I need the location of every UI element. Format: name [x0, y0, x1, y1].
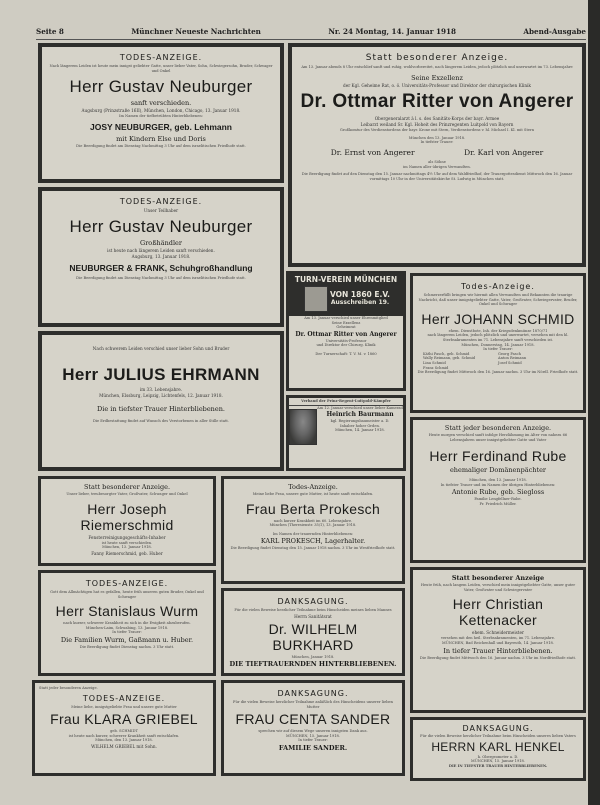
mourner: Wally Reimann, geb. Schmid: [423, 356, 476, 361]
deceased-name: Herr Gustav Neuburger: [69, 217, 253, 237]
deceased-name: Heinrich Baurmann: [326, 411, 394, 419]
ad-subline: nach kurzer, schwerer Krankheit zu sich in die Ewigkeit abzuberufen.: [63, 621, 191, 626]
obituary-riemerschmid: [38, 476, 216, 566]
club-notice-verband: [286, 395, 406, 471]
relatives-label: im Namen aller übrigen Verwandten.: [403, 164, 471, 169]
ad-place: Augsburg, 13. Januar 1918.: [131, 254, 191, 260]
ad-intro: Für die vielen Beweise herzlicher Teilnahme beim Hinscheiden meines lieben Mannes: [234, 608, 392, 612]
club-notice-number: Ausschreiben 19.: [330, 299, 390, 306]
ad-heading: TODES-ANZEIGE.: [82, 693, 166, 703]
ad-intro: Am 13. Januar abends 8 Uhr entschlief sanft und ruhig, wohlvorbereitet, nach längerem Leiden, jedoch plötzlich und unerwartet im 73. Lebensjahre: [301, 65, 573, 69]
ad-place: Augsburg (Prinzstraße 16II), München, London, Chicago, 13. Januar 1918.: [81, 108, 241, 114]
burial-note: Die Beerdigung findet Dienstag den 15. Januar 1918 nachm. 3 Uhr im Westfriedhofe statt.: [230, 546, 396, 551]
club-founded: VON 1860 E.V.: [329, 290, 391, 299]
mourners-label: In tiefster Trauer und im Namen der übrigen Hinterbliebenen:: [440, 482, 556, 487]
mourners: Die in tiefster Trauer Hinterbliebenen.: [97, 404, 225, 413]
ad-place: München, 13. Januar 1918.: [102, 545, 152, 550]
maiden-name: geb. SCHMIDT: [110, 729, 138, 734]
other-mourner: Fr. Friedrich Müller.: [479, 501, 517, 506]
obituary-griebel: [32, 680, 216, 776]
ad-intro: Unser Teilhaber: [143, 208, 179, 213]
ad-title: Statt jeder besonderen Anzeige.: [39, 686, 98, 690]
ad-place: München, Donnerstag, 14. Januar 1918.: [461, 342, 535, 347]
newspaper-title: Münchner Neueste Nachrichten: [131, 27, 261, 36]
ad-title: TODES-ANZEIGE.: [119, 53, 203, 62]
page-number: Seite 8: [36, 27, 64, 36]
page-edge: [588, 0, 600, 805]
ad-place: MÜNCHEN, 15. Januar 1918.: [471, 759, 525, 764]
ad-subline: nach kurzer Krankheit im 60. Lebensjahre.: [273, 518, 353, 523]
honor-line-3: Großkomtur des Verdienstordens der bayr. Krone mit Stern, Verdienstordens v. hl. Michael I. Kl. mit Stern: [339, 128, 535, 133]
mourner: Georg Pasch: [498, 351, 521, 356]
ad-intro: Für die vielen Beweise herzlicher Teilnahme beim Hinscheiden unseres lieben Vaters: [420, 734, 576, 738]
deceased-role: ehem. Schneidermeister: [472, 630, 524, 636]
mourners: In tiefer Trauer Hinterbliebenen.: [443, 646, 553, 655]
mourner: Anton Reimann: [498, 356, 527, 361]
notice-line-2: kgl. Regierungsbaumeister a. D.: [330, 419, 390, 424]
ad-subline: ist heute nach kurzer, schwerer Krankheit sanft entschlafen.: [68, 733, 180, 738]
ad-subline: ist heute sanft verschieden.: [101, 540, 153, 545]
mourner: Käthi Pasch, geb. Schmid: [423, 351, 470, 356]
signature: Fanny Riemerschmid, geb. Huber: [91, 550, 163, 556]
deceased-name: Dr. WILHELM BURKHARD: [268, 620, 358, 653]
deceased-name: Herr Gustav Neuburger: [69, 77, 253, 97]
deceased-name: Frau Berta Prokesch: [245, 500, 381, 517]
ad-intro: Nach schwerem Leiden verschied unser lieber Sohn und Bruder: [92, 346, 230, 351]
notice-line-3: Inhaber hoher Orden.: [340, 423, 380, 428]
obituary-kettenacker: [410, 567, 586, 713]
ad-title: Statt besonderer Anzeige.: [365, 53, 509, 63]
firm-name: NEUBURGER & FRANK, Schuhgroßhandlung: [69, 262, 253, 273]
deceased-name: Herr Christian Kettenacker: [452, 596, 544, 629]
club-banner: [289, 274, 403, 316]
ad-intro: Meine liebe Frau, unsere gute Mutter, ist heute sanft entschlafen.: [252, 492, 374, 496]
widow-name: Antonie Rube, geb. Siegloss: [451, 488, 545, 497]
deceased-name: Herr Stanislaus Wurm: [55, 603, 199, 620]
ad-title: Statt besonderer Anzeige: [451, 574, 545, 582]
burial-note: Die Beerdigung findet am Dienstag Nachmittag 3 Uhr auf dem israelitischen Friedhofe statt.: [76, 143, 246, 148]
page-header: [36, 27, 586, 40]
notice-line-3: Geheimrat: [336, 325, 356, 330]
mourner-son-1: Dr. Ernst von Angerer: [330, 147, 415, 157]
signature: DIE TIEFTRAUERNDEN HINTERBLIEBENEN.: [229, 660, 397, 669]
obituary-angerer: [288, 43, 586, 267]
deceased-name: HERRN KARL HENKEL: [431, 739, 565, 754]
club-header: Verband der Prinz-Regent-Luitpold-Kämpfer: [289, 398, 403, 406]
name-title: der Kgl. Geheime Rat, o. ö. Universitäts-Professor und Direktor der chirurgischen Klinik: [343, 82, 531, 88]
ad-place: MÜNCHEN, Bad Reichenhall und Bayreuth, 14. Januar 1918.: [442, 640, 554, 645]
deceased-role: Großhändler: [140, 239, 182, 248]
issue-date: Nr. 24 Montag, 14. Januar 1918: [328, 27, 456, 36]
ad-subline: nach längerem Leiden, jedoch plötzlich und unerwartet, versehen mit den hl. Sterbsakramenten im 71. Lebensjahre sanft verschieden ist.: [427, 333, 569, 342]
mourners-label: In tiefer Trauer:: [298, 738, 328, 743]
burial-note: Die Beerdigung findet Dienstag nachm. 3 Uhr statt.: [79, 644, 175, 649]
ad-place: München-Laim, Schwabing, 13. Januar 1918.: [85, 625, 169, 630]
ad-intro: Für die vielen Beweise herzlicher Teilnahme anläßlich des Hinscheidens unserer lieben Mutter: [233, 700, 393, 709]
deceased-name: FRAU CENTA SANDER: [235, 711, 391, 728]
obituary-wurm: [38, 570, 216, 676]
mourners-label: In tiefster Trauer:: [420, 140, 454, 145]
club-notice-turnverein: [286, 271, 406, 391]
ad-intro: Unser lieber, treubesorgter Vater, Großvater, Schwager und Onkel: [66, 492, 188, 496]
ad-intro: Nach längerem Leiden ist heute mein innigst geliebter Gatte, unser lieber Vater, Sohn, Schwiegersohn, Bruder, Schwager und Onkel: [49, 64, 273, 73]
mourners-label: Im Namen der trauernden Hinterbliebenen:: [272, 531, 354, 536]
notice-line-5: und Direktor der Chirurg. Klinik: [316, 343, 376, 348]
ad-title: TODES-ANZEIGE.: [119, 197, 203, 206]
deceased-name: Dr. Ottmar Ritter von Angerer: [300, 90, 574, 112]
burial-note: Die Erdbestattung findet auf Wunsch des Verstorbenen in aller Stille statt.: [92, 418, 230, 423]
burial-note: Die Beerdigung findet Mittwoch den 16. Januar nachm. 3 Uhr im Nördl. Friedhofe statt.: [417, 370, 579, 375]
deceased-role: k. Obergeometer a. D.: [477, 754, 519, 759]
mourner: Josef Schmid: [498, 360, 522, 365]
ad-note: Im Namen der tiefbetrübten Hinterbliebenen:: [119, 114, 203, 119]
ad-subline: sanft verschieden.: [130, 99, 192, 108]
club-crest-icon: [304, 286, 328, 312]
ad-place: München, den 13. Januar 1918.: [469, 478, 527, 483]
signature: WILHELM GRIEBEL mit Sohn.: [91, 743, 157, 749]
mourner-name: JOSY NEUBURGER, geb. Lehmann: [89, 121, 232, 132]
ad-place: München (Theresienstr. 35/1), 13. Januar 1918.: [269, 523, 357, 528]
ad-subline: sprechen wir auf diesem Wege unseren innigsten Dank aus.: [258, 729, 368, 734]
ad-place: München, 14. Januar 1918.: [335, 428, 385, 433]
ad-title: Statt besonderer Anzeige.: [83, 483, 171, 491]
notice-line-2: Seine Exzellenz: [331, 320, 361, 325]
ad-subline: ist heute nach längerem Leiden sanft verschieden.: [107, 248, 215, 254]
ad-title: DANKSAGUNG.: [277, 597, 349, 606]
ad-intro: Heute morgen verschied sanft infolge Herzlähmung im Alter von nahezu 66 Lebensjahren unser innigstgeliebter Gatte und Vater: [428, 433, 568, 442]
signature: KARL PROKESCH, Lagerhalter.: [260, 537, 366, 546]
honor-line-1: Obergeneralarzt à l. s. des Sanitäts-Korps der bayr. Armee: [374, 115, 500, 121]
burial-note: Die Beerdigung findet Mittwoch den 16. Januar nachm. 3 Uhr im Nordfriedhofe statt.: [419, 655, 577, 660]
thanks-sander: [221, 680, 405, 776]
edition-label: Abend-Ausgabe: [523, 27, 586, 36]
notice-line-1: Am 13. Januar verschied unser Ehrenmitglied: [304, 316, 388, 320]
ad-title: TODES-ANZEIGE.: [85, 579, 169, 588]
ad-subline: versehen mit den heil. Sterbsakramenten, im 71. Lebensjahre.: [440, 636, 556, 641]
deceased-name: Herr JULIUS EHRMANN: [62, 365, 260, 385]
ad-title: Statt jeder besonderen Anzeige.: [444, 424, 552, 432]
obituary-ehrmann: [38, 331, 284, 471]
deceased-name: Dr. Ottmar Ritter von Angerer: [295, 330, 397, 338]
mourner-kids: mit Kindern Else und Doris: [116, 134, 206, 143]
deceased-role: ehemaliger Domänenpächter: [449, 466, 547, 475]
family-name: Die Familien Wurm, Gaßmann u. Huber.: [60, 635, 194, 644]
deceased-name: Herr JOHANN SCHMID: [421, 310, 575, 327]
deceased-name: Herr Joseph Riemerschmid: [80, 500, 174, 533]
burial-note: Die Beerdigung findet auf den Dienstag den 15. Januar nachmittags 4½ Uhr auf dem Waldfriedhof, der Trauergottesdienst Mittwoch den 16. Januar vormittags 10 Uhr in der Universitätskirche St. Ludwig in München statt.: [301, 172, 573, 181]
sons-label: als Söhne: [428, 159, 446, 164]
ad-place: MÜNCHEN, 15. Januar 1918.: [286, 733, 340, 738]
notice-line-1: Am 12. Januar verschied unser lieber Kamerad: [317, 405, 403, 410]
thanks-burkhard: [221, 588, 405, 676]
mourner-son-2: Dr. Karl von Angerer: [464, 147, 544, 157]
ad-title: DANKSAGUNG.: [277, 689, 349, 698]
ad-place: München, Januar 1918.: [291, 654, 335, 659]
deceased-age: im 33. Lebensjahre.: [139, 387, 183, 393]
obituary-neuburger-family: [38, 43, 284, 183]
family-name: Familie Lengfellner-Rube.: [474, 497, 522, 502]
ad-place: München, Elssburg, Leipzig, Lichtenfels, 12. Januar 1918.: [99, 393, 223, 399]
notice-line-4: Universitäts-Professor: [325, 338, 367, 343]
ad-intro: Gott dem Allmächtigen hat es gefallen, heute früh unseren guten Bruder, Onkel und Schwager: [50, 590, 204, 599]
name-prefix: Seine Exzellenz: [411, 73, 463, 82]
club-name: TURN-VEREIN MÜNCHEN: [294, 275, 398, 284]
ad-place: München den 13. Januar 1918.: [408, 135, 466, 140]
mourners-label: In tiefer Trauer:: [483, 347, 513, 352]
deceased-name: Herr Ferdinand Rube: [429, 448, 567, 465]
honor-line-2: Leibarzt weiland Sr. Kgl. Hoheit des Prinzregenten Luitpold von Bayern: [360, 122, 514, 127]
notice-sig: Der Turnerschaft: T. V. M. v. 1860: [315, 351, 377, 356]
ad-title: DANKSAGUNG.: [462, 724, 534, 733]
obituary-neuburger-firm: [38, 187, 284, 327]
mourner: Franz Schmid: [423, 365, 449, 370]
ad-intro: Meine liebe, innigstgeliebte Frau und unsere gute Mutter: [71, 704, 177, 709]
thanks-henkel: [410, 717, 586, 781]
mourner: Lina Schmid: [423, 360, 446, 365]
signature: DIE IN TIEFSTER TRAUER HINTERBLIEBENEN.: [448, 763, 548, 768]
ad-intro: Schmerzerfüllt bringen wir hiermit allen Verwandten und Bekannten die traurige Nachricht, daß unser innigstgeliebter Gatte, Vater, Großvater, Schwiegervater, Bruder, Onkel und Schwager: [418, 293, 578, 307]
name-prefix: Herrn Sanitätsrat: [294, 613, 332, 619]
mourners-label: In tiefer Trauer:: [112, 630, 142, 635]
deceased-name: Frau KLARA GRIEBEL: [50, 711, 198, 728]
obituary-schmid: [410, 273, 586, 413]
ad-place: München, den 13. Januar 1918.: [95, 738, 153, 743]
deceased-role: ehem. Dienstbote, Inh. der Kriegsdenkmünze 1870/71: [448, 328, 548, 333]
obituary-prokesch: [221, 476, 405, 584]
ad-title: Todes-Anzeige.: [288, 483, 338, 491]
signature: FAMILIE SANDER.: [278, 743, 348, 752]
obituary-rube: [410, 417, 586, 563]
burial-note: Die Beerdigung findet am Dienstag Nachmittag 3 Uhr auf dem israelitischen Friedhofe statt.: [76, 275, 246, 280]
ad-title: Todes-Anzeige.: [461, 282, 535, 291]
ad-intro: Heute früh, nach langem Leiden, verschied mein innigstgeliebter Gatte, unser guter Vater, Großvater und Schwiegervater: [420, 583, 576, 592]
deceased-role: Fensterreinigungsgeschäfts-Inhaber: [88, 534, 166, 540]
memorial-portrait-icon: [289, 409, 317, 445]
